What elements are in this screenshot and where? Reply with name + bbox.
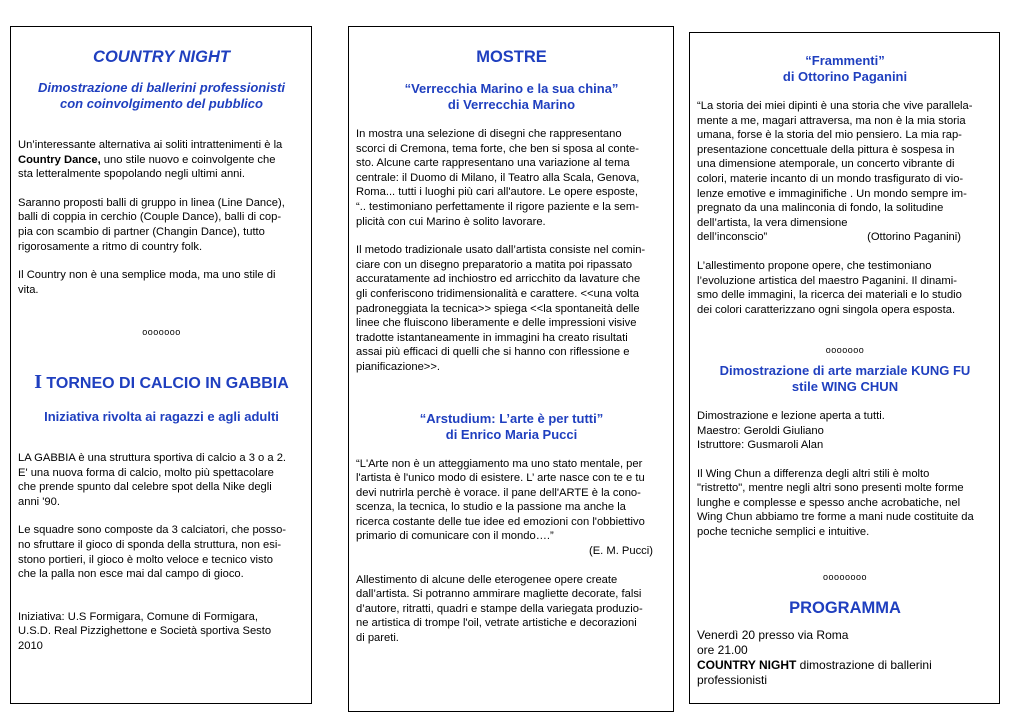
verrecchia-intro-line: “.. testimoniano perfettamente il rigore paziente e la sem- [356,200,639,213]
programma-line: Venerdì 20 presso via Roma [697,628,849,643]
frammenti-quote-line: dell’inconscio” [697,231,768,244]
wingchun-line: "ristretto", mentre negli altri sono presenti molte forme [697,482,964,495]
country-intro-line: Un’interessante alternativa ai soliti intrattenimenti è la [18,139,283,151]
country-stile-line: vita. [18,283,39,296]
torneo-title-text: TORNEO DI CALCIO IN GABBIA [41,374,289,392]
torneo-gabbia-line: LA GABBIA è una struttura sportiva di calcio a 3 o a 2. [18,451,287,464]
arstudium-allestimento-line: Allestimento di alcune delle eterogenee opere create [356,573,618,586]
verrecchia-intro-line: centrale: il Duomo di Milano, il Teatro alla Scala, Genova, [356,171,640,184]
frammenti-quote-line: umana, forse è la storia del mio pensiero. La mia rap- [697,129,962,142]
separator: oooooooo [822,571,868,582]
kungfu-title-2: stile WING CHUN [791,378,899,394]
arstudium-quote-line: l'artista è l'unico modo di esistere. L’ arte nasce con te e tu [356,472,645,485]
arstudium-allestimento-line: di pareti. [356,632,399,645]
country-balli-line: rigorosamente a ritmo di country folk. [18,240,203,253]
arstudium-quote-line: “L'Arte non è un atteggiamento ma uno stato mentale, per [356,457,643,470]
verrecchia-metodo-line: linee che fluiscono liberamente e delle impressioni visive [356,317,637,330]
country-balli-line: balli di coppia in cerchio (Couple Dance), balli di cop- [18,211,282,224]
kungfu-title-1: Dimostrazione di arte marziale KUNG FU [719,362,971,378]
verrecchia-metodo-line: tradotte istantaneamente in immagini ha creato risultati [356,331,628,344]
torneo-gabbia-line: che prende spunto dal celebre spot della Nike degli [18,481,272,494]
frammenti-allestimento-line: smo delle immagini, la ricerca dei materiali e lo studio [697,289,962,302]
torneo-gabbia-line: anni '90. [18,495,60,508]
programma-text: dimostrazione di ballerini [796,658,932,673]
verrecchia-metodo-line: padroneggiata la tecnica>> spiega <<la spontaneità delle [356,302,640,315]
torneo-title [18,372,305,394]
wingchun-line: Il Wing Chun a differenza degli altri stili è molto [697,467,930,480]
frammenti-quote-line: dell’artista, la vera dimensione [697,216,848,229]
separator: ooooooo [825,345,865,356]
frammenti-quote-line: mente a me, magari attraversa, ma non è la mia storia [697,114,966,127]
panel-mostre [348,26,674,712]
arstudium-allestimento-line: dall’artista. Si potranno ammirare magliette decorate, falsi [356,588,642,601]
kungfu-info-line: Istruttore: Gusmaroli Alan [697,439,824,452]
frammenti-title-2: di Ottorino Paganini [782,69,908,84]
frammenti-quote-line: lenze emotive e immaginifiche . Un mondo sempre im- [697,187,967,200]
arstudium-quote-line: scenza, la tecnica, lo studio e la passione ma anche la [356,501,626,514]
torneo-roman-numeral: I [34,370,42,393]
frammenti-quote-line: una dimensione atemporale, un concerto vibrante di [697,158,955,171]
country-night-subtitle-1: Dimostrazione di ballerini professionisti [37,80,286,95]
arstudium-allestimento-line: ne artistica di trompe l'oil, vetrate artistiche e decorazioni [356,617,637,630]
programma-line: ore 21.00 [697,643,748,658]
verrecchia-metodo-line: assai più efficaci di quelli che si hanno con riflessione e [356,346,630,359]
frammenti-quote-line: presentazione concettuale della pittura è sospesa in [697,143,955,156]
arstudium-signature: (E. M. Pucci) [588,545,653,558]
torneo-iniziativa-line: Iniziativa: U.S Formigara, Comune di Formigara, [18,610,258,623]
frammenti-allestimento-line: L’allestimento propone opere, che testimoniano [697,259,932,272]
mostre-title: MOSTRE [476,48,547,66]
torneo-subtitle: Iniziativa rivolta ai ragazzi e agli adulti [44,408,279,424]
arstudium-title-1: “Arstudium: L’arte è per tutti” [419,410,604,426]
verrecchia-metodo-line: Il metodo tradizionale usato dall’artista consiste nel comin- [356,244,646,257]
country-balli-line: Saranno proposti balli di gruppo in linea (Line Dance), [18,196,285,209]
country-night-title: COUNTRY NIGHT [93,48,230,66]
torneo-squadre-line: che la palla non esce mai dal campo di gioco. [18,568,244,581]
country-intro-text: uno stile nuovo e coinvolgente che [100,153,276,166]
frammenti-quote-line: “La storia dei miei dipinti è una storia che vive parallela- [697,100,973,112]
panel-country-night [10,26,312,704]
panel-frammenti [689,32,1000,704]
wingchun-line: lunghe e complesse e spesso anche acrobatiche, nel [697,496,961,509]
torneo-gabbia-line: E' una nuova forma di calcio, molto più spettacolare [18,466,274,479]
programma-line: professionisti [697,673,768,688]
kungfu-info-line: Dimostrazione e lezione aperta a tutti. [697,409,885,422]
torneo-iniziativa-line: 2010 [18,639,43,652]
frammenti-signature: (Ottorino Paganini) [867,231,961,244]
verrecchia-title-2: di Verrecchia Marino [447,97,576,112]
programma-country-bold: COUNTRY NIGHT [697,658,797,673]
kungfu-info-line: Maestro: Geroldi Giuliano [697,424,824,437]
frammenti-allestimento-line: dei colori caratterizzano ogni singola opera esposta. [697,303,956,316]
frammenti-allestimento-line: l’evoluzione artistica del maestro Paganini. Il dinami- [697,274,957,287]
wingchun-line: Wing Chun abbiamo tre forme a mani nude costituite da [697,511,974,524]
torneo-iniziativa-line: U.S.D. Real Pizzighettone e Società sportiva Sesto [18,625,272,638]
verrecchia-metodo-line: ciare con un disegno preparatorio a matita poi ripassato [356,258,633,271]
country-intro-line: sta letteralmente spopolando negli ultimi anni. [18,168,245,181]
frammenti-quote-end [697,230,993,245]
wingchun-line: poche tecniche semplici e intuitive. [697,526,870,539]
torneo-squadre-line: no sfruttare il gioco di sponda della struttura, non esi- [18,538,282,551]
verrecchia-intro-line: scorci di Cremona, tema forte, che ben si sposa al conte- [356,142,639,155]
country-intro-line [18,153,305,168]
arstudium-allestimento-line: d’autore, ritratti, quadri e stampe della variegata produzio- [356,602,643,615]
frammenti-quote-line: colori, materie incanto di un mondo trasfigurato di vio- [697,172,964,185]
torneo-squadre-line: Le squadre sono composte da 3 calciatori, che posso- [18,524,287,537]
country-dance-bold: Country Dance, [18,153,101,166]
arstudium-quote-line: devi nutrirla perchè è vorace. il pane dell'ARTE è la cono- [356,486,641,499]
verrecchia-intro-line: sto. Alcune carte rappresentano una variazione al tema [356,157,630,170]
arstudium-title-2: di Enrico Maria Pucci [445,426,578,442]
verrecchia-metodo-line: accuratamente ad inchiostro ed arricchito da lavature che [356,273,641,286]
verrecchia-intro-line: In mostra una selezione di disegni che rappresentano [356,128,622,140]
arstudium-quote-line: primario di comunicare con il mondo….” [356,530,554,543]
separator: ooooooo [142,327,181,338]
country-night-subtitle-2: con coinvolgimento del pubblico [60,96,263,111]
programma-line [697,658,993,673]
programma-title: PROGRAMMA [789,599,901,618]
country-balli-line: pia con scambio di partner (Changin Dance), tutto [18,225,265,238]
verrecchia-intro-line: Roma... tutti i luoghi più cari all'autore. Le opere esposte, [356,186,638,199]
torneo-squadre-line: stono portieri, il gioco è molto veloce e tecnico visto [18,553,273,566]
arstudium-quote-line: ricerca costante delle tue idee ed emozioni con l'obbiettivo [356,515,645,528]
verrecchia-metodo-line: pianificazione>>. [356,360,440,373]
frammenti-title-1: “Frammenti” [805,53,885,68]
verrecchia-title-1: “Verrecchia Marino e la sua china” [404,81,619,96]
country-stile-line: Il Country non è una semplice moda, ma uno stile di [18,269,276,282]
verrecchia-intro-line: plicità con cui Marino è solito lavorare. [356,215,546,228]
frammenti-quote-line: pregnato da una malinconia di fondo, la solitudine [697,202,944,215]
verrecchia-metodo-line: gli conferiscono tridimensionalità e carattere. <<una volta [356,287,639,300]
